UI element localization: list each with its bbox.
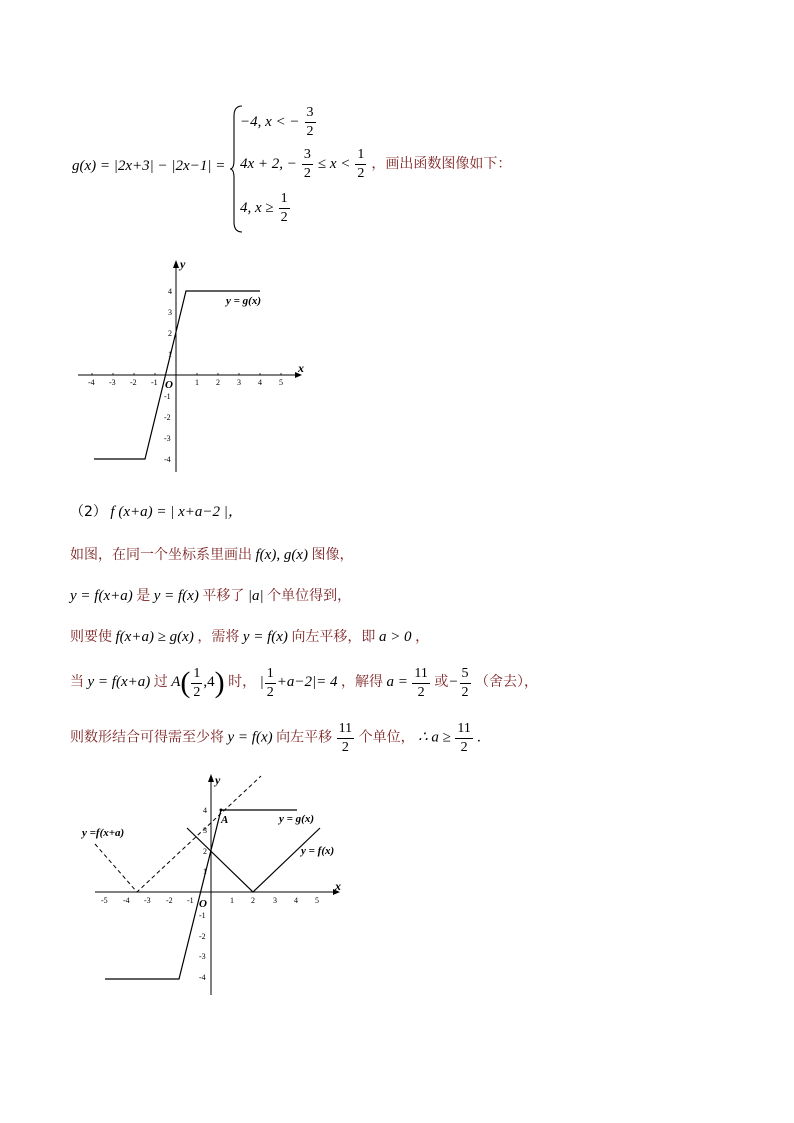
point-a-label: A [221,814,229,826]
svg-text:5: 5 [315,896,319,905]
part2-line5: 当 y = f(x+a) 过 A( $\frac{1}{2}$ ,4) 时， | $\frac{1}{2}$ +a−2|= 4 ，解得 a = $\frac{11}{2}$ 或− $\frac{5}{2}$ （舍去）， [70,665,538,700]
piecewise-tail: ，画出函数图像如下： [371,156,512,173]
g-curve-label: y = g(x) [226,295,261,307]
x-axis-label: x [335,879,341,893]
svg-text:-4: -4 [88,378,95,387]
svg-text:2: 2 [203,847,207,856]
f-curve-label: y = f(x) [301,845,335,857]
svg-text:3: 3 [237,378,241,387]
fraction: $\frac{5}{2}$ [461,665,469,700]
svg-text:-4: -4 [123,896,130,905]
fraction: $\frac{1}{2}$ [280,191,288,225]
part2-line1: （2） f (x+a) = | x+a−2 |， [70,504,243,520]
svg-text:-5: -5 [101,896,108,905]
point-a [220,809,223,812]
fraction: $\frac{1}{2}$ [266,665,274,700]
fraction: $\frac{11}{2}$ [414,665,428,700]
fraction: $\frac{1}{2}$ [357,147,365,181]
svg-text:-1: -1 [164,392,171,401]
piecewise-lhs: g(x) = |2x+3| − |2x−1| = [72,158,226,174]
svg-text:-3: -3 [144,896,151,905]
paren-open: ( [180,666,191,699]
svg-text:-3: -3 [109,378,116,387]
svg-text:4: 4 [203,806,207,815]
svg-text:5: 5 [279,378,283,387]
svg-text:4: 4 [168,287,172,296]
svg-text:-4: -4 [199,973,206,982]
g-curve-label: y = g(x) [279,813,314,825]
part2-line3: y = f(x+a) 是 y = f(x) 平移了 |a| 个单位得到， [70,588,352,604]
svg-text:-1: -1 [151,378,158,387]
case-2: 4x + 2, − $\frac{3}{2}$ ≤ x < $\frac{1}{2}$ ，画出函数图像如下： [240,147,512,181]
fraction: $\frac{11}{2}$ [338,721,353,755]
fa-curve-label: y =f(x+a) [82,827,125,839]
case-1: −4, x < − $\frac{3}{2}$ [240,105,314,139]
piecewise-block [70,100,670,240]
svg-text:2: 2 [168,329,172,338]
svg-text:-3: -3 [199,952,206,961]
f-curve [187,828,320,892]
x-axis-label: x [298,361,304,375]
part2-line6: 则数形结合可得需至少将 y = f(x) 向左平移 $\frac{11}{2}$ 个单位， ∴ a ≥ $\frac{11}{2}$ . [70,721,482,755]
svg-text:1: 1 [195,378,199,387]
y-axis-arrow [173,260,179,268]
svg-text:-1: -1 [199,911,206,920]
x-tick-labels [88,378,283,387]
fraction: $\frac{11}{2}$ [457,721,471,755]
graph-g [70,250,320,480]
fraction: $\frac{3}{2}$ [303,147,311,181]
svg-text:-2: -2 [166,896,173,905]
case-3: 4, x ≥ $\frac{1}{2}$ [240,191,288,225]
svg-text:2: 2 [251,896,255,905]
fraction: $\frac{3}{2}$ [306,105,314,139]
svg-text:3: 3 [203,826,207,835]
svg-text:-2: -2 [199,932,206,941]
paren-close: ) [214,666,225,699]
svg-text:1: 1 [168,350,172,359]
graph-f-g [75,770,365,1005]
svg-text:4: 4 [258,378,262,387]
svg-text:3: 3 [168,308,172,317]
svg-text:-4: -4 [164,455,171,464]
y-axis-label: y [180,257,186,271]
svg-text:1: 1 [230,896,234,905]
svg-text:3: 3 [273,896,277,905]
fraction: $\frac{1}{2}$ [193,665,201,700]
part2-line4: 则要使 f(x+a) ≥ g(x) ，需将 y = f(x) 向左平移，即 a > 0 ， [70,629,430,645]
y-axis-arrow [208,774,214,782]
y-axis-label: y [215,773,221,787]
part2-line2: 如图，在同一个坐标系里画出 f(x), g(x) 图像， [70,547,354,563]
svg-text:4: 4 [294,896,298,905]
svg-text:-1: -1 [187,896,194,905]
svg-text:2: 2 [216,378,220,387]
svg-text:-2: -2 [164,413,171,422]
svg-text:-2: -2 [130,378,137,387]
x-tick-labels [101,896,319,905]
svg-text:1: 1 [203,867,207,876]
origin-label: O [199,898,207,910]
origin-label: O [165,379,173,391]
svg-text:-3: -3 [164,434,171,443]
